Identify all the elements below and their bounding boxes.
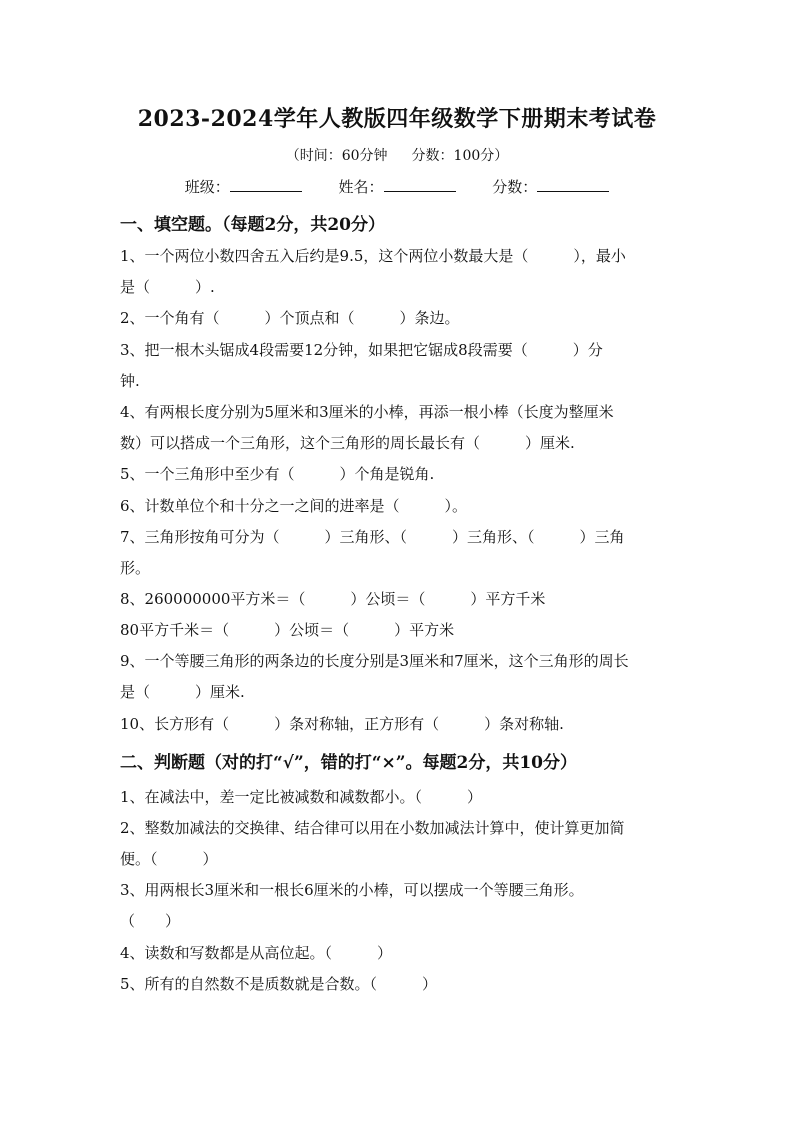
score-field — [492, 176, 609, 197]
question-line: 5、所有的自然数不是质数就是合数。（ ） — [120, 975, 438, 993]
question-line: 4、读数和写数都是从高位起。（ ） — [120, 944, 393, 962]
class-label: 班级： — [184, 178, 230, 196]
question-line: 9、一个等腰三角形的两条边的长度分别是3厘米和7厘米，这个三角形的周长 — [120, 652, 629, 670]
question-line: 是（ ）厘米. — [120, 683, 245, 701]
score-label: 分数： — [492, 178, 538, 196]
question-line: 4、有两根长度分别为5厘米和3厘米的小棒，再添一根小棒（长度为整厘米 — [120, 403, 614, 421]
exam-subtitle — [0, 145, 794, 165]
question-line: 2、整数加减法的交换律、结合律可以用在小数加减法计算中，使计算更加简 — [120, 819, 625, 837]
question-line: 便。（ ） — [120, 850, 218, 868]
student-info-row — [0, 176, 794, 197]
section-1-heading: 一、填空题。（每题2分，共20分） — [120, 215, 385, 235]
question-line: 8、260000000平方米＝（ ）公顷＝（ ）平方千米 — [120, 590, 546, 608]
question-line: 是（ ）. — [120, 278, 215, 296]
name-blank[interactable] — [384, 177, 456, 192]
time-limit: （时间：60分钟 — [285, 148, 388, 164]
class-blank[interactable] — [230, 177, 302, 192]
question-line: 形。 — [120, 559, 151, 577]
name-field — [338, 176, 455, 197]
score-blank[interactable] — [537, 177, 609, 192]
question-line: 1、一个两位小数四舍五入后约是9.5，这个两位小数最大是（ ），最小 — [120, 247, 626, 265]
question-line: 数）可以搭成一个三角形，这个三角形的周长最长有（ ）厘米. — [120, 434, 575, 452]
question-line: 钟. — [120, 372, 140, 390]
total-score: 分数：100分） — [411, 148, 509, 164]
question-line: （ ） — [120, 912, 181, 930]
question-line: 80平方千米＝（ ）公顷＝（ ）平方米 — [120, 621, 455, 639]
question-line: 1、在减法中，差一定比被减数和减数都小。（ ） — [120, 788, 483, 806]
name-label: 姓名： — [338, 178, 384, 196]
question-line: 10、长方形有（ ）条对称轴，正方形有（ ）条对称轴. — [120, 715, 564, 733]
question-line: 6、计数单位个和十分之一之间的进率是（ ）。 — [120, 497, 468, 515]
section-2-heading: 二、判断题（对的打“√”，错的打“×”。每题2分，共10分） — [120, 753, 578, 773]
question-line: 3、用两根长3厘米和一根长6厘米的小棒，可以摆成一个等腰三角形。 — [120, 881, 584, 899]
question-line: 5、一个三角形中至少有（ ）个角是锐角. — [120, 465, 435, 483]
question-line: 7、三角形按角可分为（ ）三角形、（ ）三角形、（ ）三角 — [120, 528, 625, 546]
question-line: 3、把一根木头锯成4段需要12分钟，如果把它锯成8段需要（ ）分 — [120, 341, 603, 359]
page-title: 2023-2024学年人教版四年级数学下册期末考试卷 — [137, 106, 657, 132]
class-field — [185, 176, 302, 197]
question-line: 2、一个角有（ ）个顶点和（ ）条边。 — [120, 309, 460, 327]
